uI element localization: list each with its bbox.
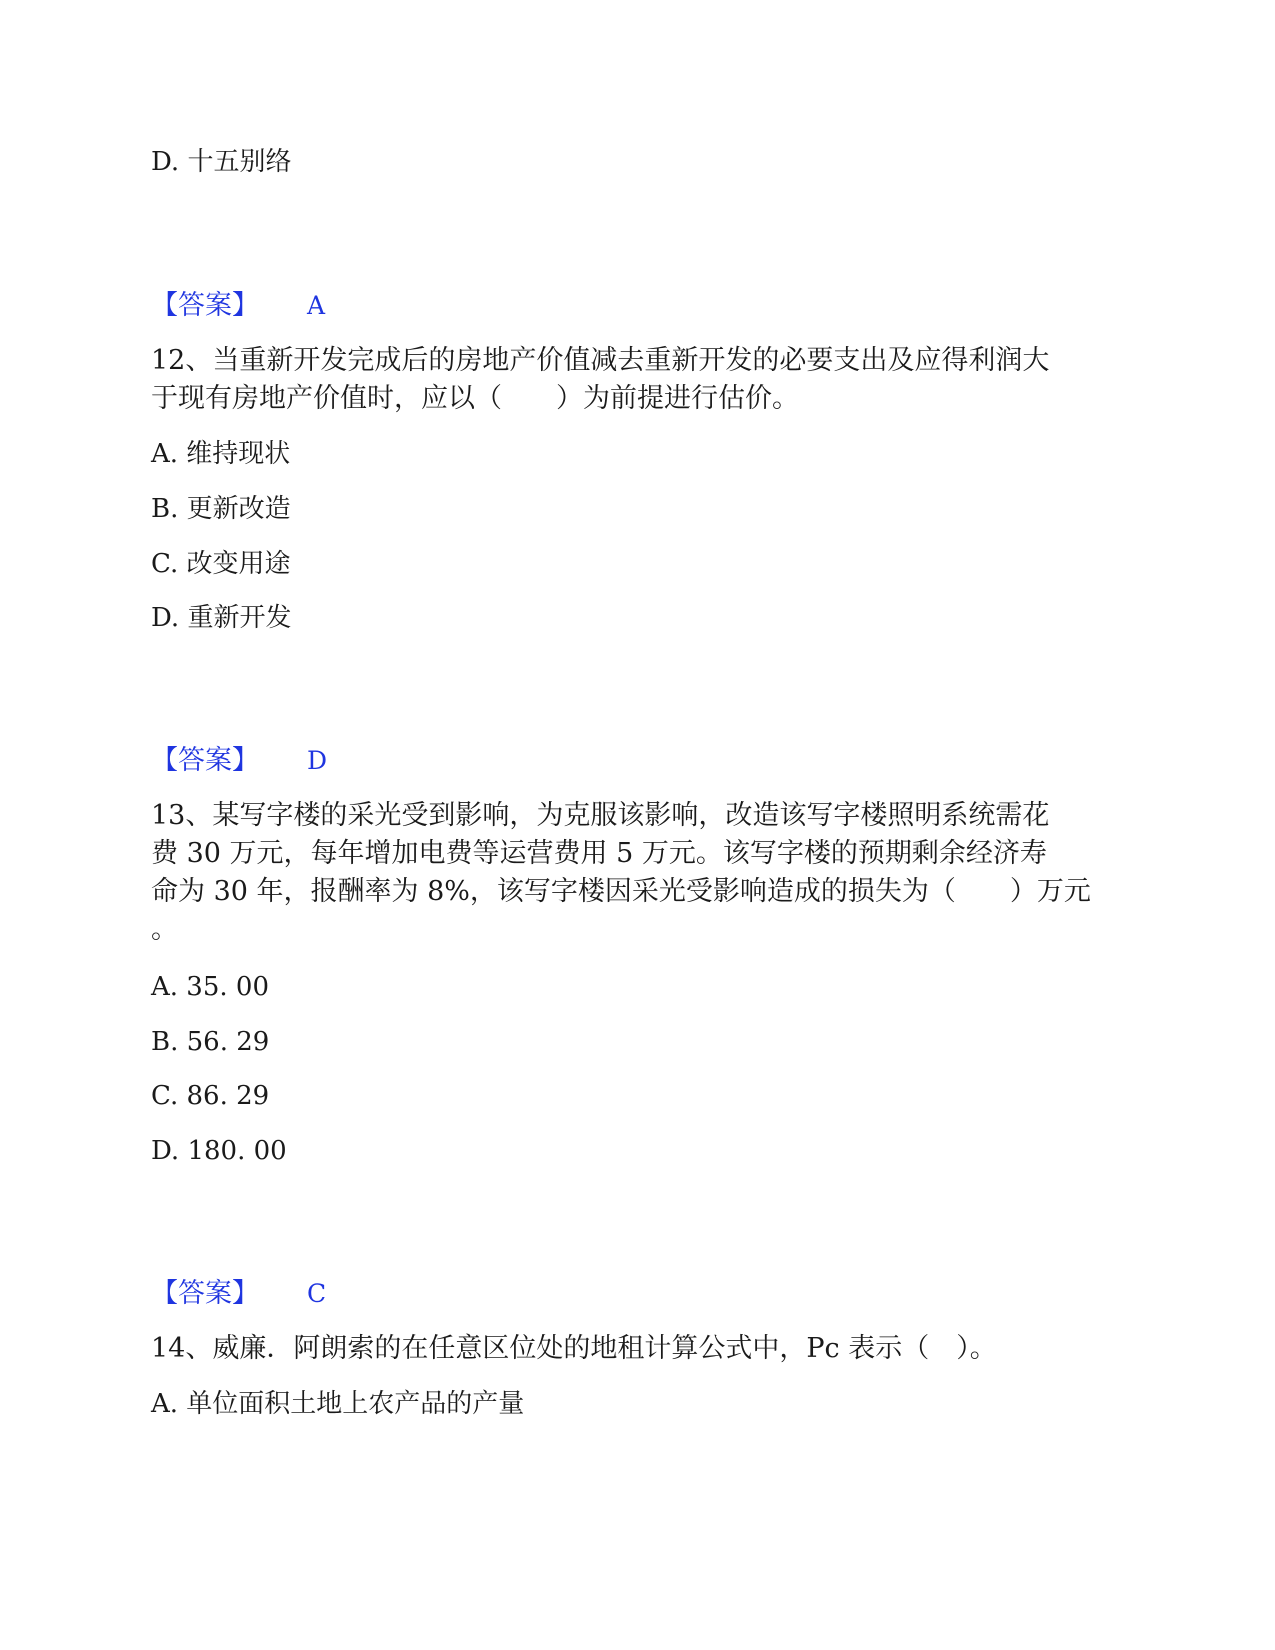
answer-label: 【答案】 — [151, 290, 259, 321]
q13-option-c: C. 86. 29 — [151, 1081, 270, 1111]
answer-value: A — [307, 291, 326, 320]
answer-value: D — [307, 746, 328, 775]
q12-stem-line-1: 12、当重新开发完成后的房地产价值减去重新开发的必要支出及应得利润大 — [151, 345, 1050, 376]
q13-option-a: A. 35. 00 — [151, 972, 270, 1002]
q13-stem-line-1: 13、某写字楼的采光受到影响，为克服该影响，改造该写字楼照明系统需花 — [151, 800, 1050, 831]
q13-option-d: D. 180. 00 — [151, 1136, 287, 1166]
q13-stem-line-3: 命为 30 年，报酬率为 8%，该写字楼因采光受影响造成的损失为（ ）万元 — [151, 876, 1091, 907]
prev-option-d: D. 十五别络 — [151, 147, 292, 177]
q12-answer — [151, 742, 327, 780]
answer-label: 【答案】 — [151, 745, 259, 776]
q13-stem-line-2: 费 30 万元，每年增加电费等运营费用 5 万元。该写字楼的预期剩余经济寿 — [151, 838, 1047, 869]
answer-value: C — [307, 1279, 327, 1308]
q12-option-a: A. 维持现状 — [151, 439, 291, 469]
q14-option-a: A. 单位面积土地上农产品的产量 — [151, 1389, 525, 1419]
q12-option-d: D. 重新开发 — [151, 603, 292, 633]
answer-label: 【答案】 — [151, 1278, 259, 1309]
q12-option-c: C. 改变用途 — [151, 549, 291, 579]
q13-stem-line-4: 。 — [151, 914, 178, 945]
q12-option-b: B. 更新改造 — [151, 494, 291, 524]
q14-stem-line-1: 14、威廉．阿朗索的在任意区位处的地租计算公式中，Pc 表示（ ）。 — [151, 1333, 997, 1364]
q13-option-b: B. 56. 29 — [151, 1027, 270, 1057]
q13-answer — [151, 1275, 326, 1313]
prev-answer — [151, 287, 325, 325]
q12-stem-line-2: 于现有房地产价值时，应以（ ）为前提进行估价。 — [151, 383, 799, 414]
